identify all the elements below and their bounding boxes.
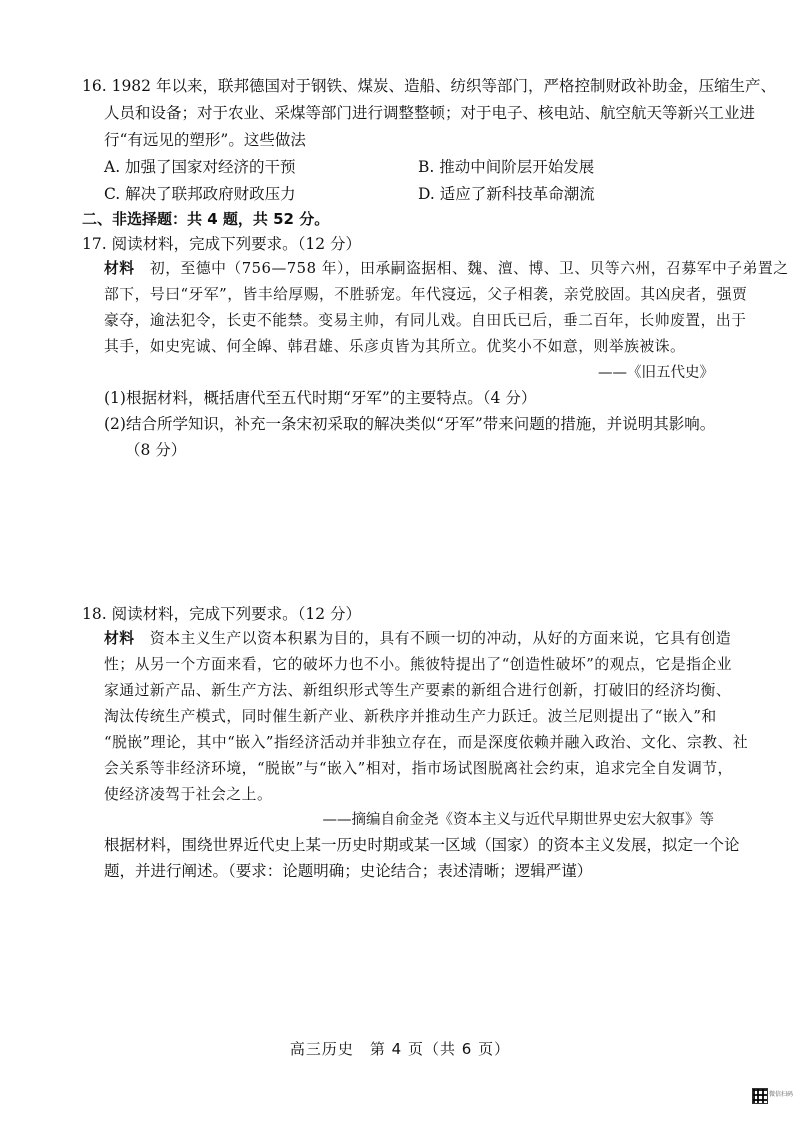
q17-subquestion-2-score: （8 分） (125, 441, 187, 459)
q18-source: ——摘编自俞金尧《资本主义与近代早期世界史宏大叙事》等 (322, 812, 714, 828)
q16-option-a[interactable]: A. 加强了国家对经济的干预 (104, 158, 296, 176)
q18-stem: 18. 阅读材料，完成下列要求。（12 分） (82, 605, 361, 623)
q18-material-line6: 会关系等非经济环境，“脱嵌”与“嵌入”相对，指市场试图脱离社会约束，追求完全自发调节， (104, 760, 733, 777)
q17-stem: 17. 阅读材料，完成下列要求。（12 分） (82, 235, 361, 253)
q16-stem-line2: 人员和设备；对于农业、采煤等部门进行调整整顿；对于电子、核电站、航空航天等新兴工业进 (104, 104, 756, 122)
q17-material-line1 (104, 259, 789, 279)
q17-material-text1: 初，至德中（756—758 年），田承嗣盗据相、魏、澶、博、卫、贝等六州，召募军中子弟置之 (149, 260, 789, 277)
q17-subquestion-1: (1)根据材料，概括唐代至五代时期“牙军”的主要特点。（4 分） (104, 389, 537, 407)
q18-material-line4: 淘汰传统生产模式，同时催生新产业、新秩序并推动生产力跃迁。波兰尼则提出了“嵌入”和 (104, 708, 717, 725)
q16-option-b[interactable]: B. 推动中间阶层开始发展 (418, 158, 595, 176)
q16-stem-line1: 16. 1982 年以来，联邦德国对于钢铁、煤炭、造船、纺织等部门，严格控制财政补助金，压缩生产、 (82, 77, 776, 95)
q16-option-d[interactable]: D. 适应了新科技革命潮流 (418, 185, 595, 203)
q18-requirement-line2: 题，并进行阐述。（要求：论题明确；史论结合；表述清晰；逻辑严谨） (104, 862, 593, 880)
qr-code-icon (752, 1088, 768, 1104)
q18-material-line1 (104, 629, 731, 649)
section-heading-nonchoice: 二、非选择题：共 4 题，共 52 分。 (82, 210, 330, 228)
q17-subquestion-2: (2)结合所学知识，补充一条宋初采取的解决类似“牙军”带来问题的措施，并说明其影响。 (104, 415, 716, 433)
q17-material-line4: 其手，如史宪诚、何全皞、韩君雄、乐彦贞皆为其所立。优奖小不如意，则举族被诛。 (104, 338, 686, 355)
watermark-text: 微信扫码 (769, 1091, 794, 1098)
q18-material-line5: “脱嵌”理论，其中“嵌入”指经济活动并非独立存在，而是深度依赖并融入政治、文化、宗教、社 (104, 734, 749, 751)
q17-source: ——《旧五代史》 (598, 365, 714, 381)
q17-material-label: 材料 (104, 260, 135, 277)
q16-stem-line3: 行“有远见的塑形”。这些做法 (104, 131, 306, 149)
q16-option-c[interactable]: C. 解决了联邦政府财政压力 (104, 185, 296, 203)
q17-material-line2: 部下，号曰“牙军”，皆丰给厚赐，不胜骄宠。年代寖远，父子相袭，亲党胶固。其凶戾者，强贾 (104, 286, 748, 303)
q18-material-line7: 使经济凌驾于社会之上。 (104, 786, 273, 803)
q17-material-line3: 豪夺，逾法犯令，长吏不能禁。变易主帅，有同儿戏。自田氏已后，垂二百年，长帅废置，出于 (104, 312, 747, 329)
q18-material-line3: 家通过新产品、新生产方法、新组织形式等生产要素的新组合进行创新，打破旧的经济均衡、 (104, 682, 732, 699)
q18-material-text1: 资本主义生产以资本积累为目的，具有不顾一切的冲动，从好的方面来说，它具有创造 (149, 630, 732, 647)
page-footer: 高三历史 第 4 页（共 6 页） (289, 1040, 511, 1058)
q18-requirement-line1: 根据材料，围绕世界近代史上某一历史时期或某一区域（国家）的资本主义发展，拟定一个论 (104, 836, 740, 854)
q18-material-line2: 性；从另一个方面来看，它的破坏力也不小。熊彼特提出了“创造性破坏”的观点，它是指企业 (104, 656, 733, 673)
q18-material-label: 材料 (104, 630, 135, 647)
